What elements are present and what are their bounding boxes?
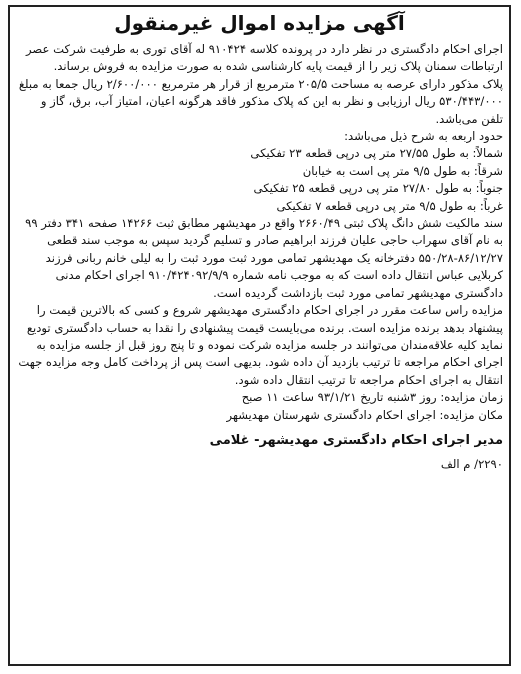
- auction-notice: [8, 5, 511, 666]
- bounds-intro: حدود اربعه به شرح ذیل می‌باشد:: [344, 129, 503, 144]
- plate-description: پلاک مذکور دارای عرصه به مساحت ۲۰۵/۵ مترمربع از قرار هر مترمربع ۲/۶۰۰/۰۰۰ ریال جمعا به مبلغ ۵۳۰/۴۴۳/۰۰۰ ریال ارزیابی و نظر به این که پلاک مذکور فاقد هرگونه اعیان، امتیاز آب، برق، گاز و تلفن می‌باشد.: [18, 76, 503, 126]
- intro-paragraph: اجرای احکام دادگستری در نظر دارد در پرونده کلاسه ۹۱۰۴۲۴ له آقای توری به طرفیت شرکت عصر ارتباطات سمنان پلاک زیر را از قیمت پایه کارشناسی شده به صورت مزایده به فروش برساند.: [26, 42, 503, 74]
- bound-south: جنوباً: به طول ۲۷/۸۰ متر پی درپی قطعه ۲۵ تفکیکی: [253, 181, 503, 196]
- auction-place: مکان مزایده: اجرای احکام دادگستری شهرستان مهدیشهر: [226, 407, 503, 422]
- signature-line: مدیر اجرای احکام دادگستری مهدیشهر- غلامی: [209, 432, 503, 448]
- bound-west: غرباً: به طول ۹/۵ متر پی درپی قطعه ۷ تفکیکی: [276, 198, 503, 213]
- notice-code: ۲۲۹۰/ م الف: [440, 456, 503, 471]
- bound-east: شرقاً: به طول ۹/۵ متر پی است به خیابان: [302, 163, 503, 178]
- bound-north: شمالاً: به طول ۲۷/۵۵ متر پی درپی قطعه ۲۳ تفکیکی: [250, 146, 503, 161]
- auction-time: زمان مزایده: روز ۳شنبه تاریخ ۹۳/۱/۲۱ ساعت ۱۱ صبح: [241, 390, 503, 405]
- ownership-paragraph: سند مالکیت شش دانگ پلاک ثبتی ۲۶۶۰/۴۹ واقع در مهدیشهر مطابق ثبت ۱۴۲۶۶ صفحه ۳۴۱ دفتر ۹۹ به نام آقای سهراب حاجی علیان فرزند ابراهیم صادر و تسلیم گردید سپس به موجب سند قطعی ۸۶/۱۲/۲۷-۵۵۰/۲۸ دفترخانه یک مهدیشهر تمامی مورد ثبت مورد ثبت را به لیلی خانم ربانی فرزند کربلایی عباس انتقال داده است که به موجب نامه شماره ۹۱۰/۴۲۴۰۹۲/۹/۹ اجرای احکام مدنی دادگستری مهدیشهر تمامی مورد ثبت بازداشت گردیده است.: [25, 216, 503, 300]
- notice-title: آگهی مزایده اموال غیرمنقول: [114, 11, 405, 35]
- conditions-paragraph: مزایده راس ساعت مقرر در اجرای احکام دادگستری مهدیشهر شروع و کسی که بالاترین قیمت را پیشنهاد بدهد برنده مزایده است. برنده می‌بایست قیمت پیشنهادی را نقدا به حساب دادگستری تودیع نماید کلیه علاقه‌مندان می‌توانند در جلسه مزایده شرکت نموده و تا پنج روز قبل از جلسه مزایده به اجرای احکام مراجعه تا ترتیب بازدید آن داده شود. بدیهی است پس از پرداخت کامل وجه مزایده جهت انتقال به اجرای احکام مراجعه تا ترتیب انتقال داده شود.: [18, 303, 503, 387]
